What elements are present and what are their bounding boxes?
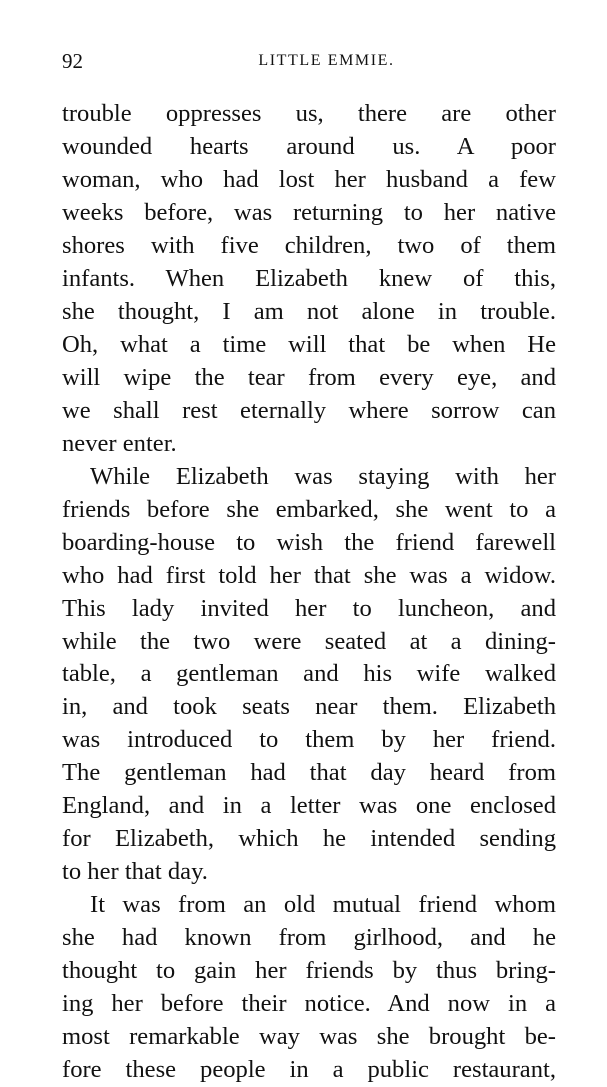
text-line: most remarkable way was she brought be- [62, 1023, 556, 1051]
text-line: who had first told her that she was a widow. [62, 561, 556, 589]
text-line: ing her before their notice. And now in a [62, 990, 556, 1018]
text-line: for Elizabeth, which he intended sending [62, 825, 556, 853]
text-line: she had known from girlhood, and he [62, 924, 556, 952]
text-line: While Elizabeth was staying with her [90, 462, 556, 490]
text-line: in, and took seats near them. Elizabeth [62, 693, 556, 721]
page-number: 92 [62, 49, 83, 73]
text-line: infants. When Elizabeth knew of this, [62, 264, 556, 292]
body-text [62, 98, 556, 1087]
text-line: we shall rest eternally where sorrow can [62, 396, 556, 424]
text-line: This lady invited her to luncheon, and [62, 594, 556, 622]
text-line: she thought, I am not alone in trouble. [62, 297, 556, 325]
text-line: England, and in a letter was one enclosed [62, 792, 556, 820]
text-line: to her that day. [62, 858, 208, 886]
text-line: fore these people in a public restaurant, [62, 1056, 556, 1084]
text-line: will wipe the tear from every eye, and [62, 363, 556, 391]
text-line: weeks before, was returning to her native [62, 198, 556, 226]
text-line: was introduced to them by her friend. [62, 726, 556, 754]
text-line: trouble oppresses us, there are other [62, 100, 556, 127]
text-line: friends before she embarked, she went to a [62, 495, 556, 523]
text-line: wounded hearts around us. A poor [62, 132, 556, 160]
text-line: never enter. [62, 429, 177, 457]
text-line: Oh, what a time will that be when He [62, 330, 556, 358]
text-line: thought to gain her friends by thus bring- [62, 957, 556, 985]
text-line: table, a gentleman and his wife walked [62, 660, 556, 688]
text-line: while the two were seated at a dining- [62, 627, 556, 655]
text-line: shores with five children, two of them [62, 231, 556, 259]
text-line: boarding-house to wish the friend farewell [62, 528, 556, 556]
text-line: It was from an old mutual friend whom [90, 891, 556, 919]
running-title: LITTLE EMMIE. [258, 52, 395, 69]
page-header [62, 49, 555, 73]
text-line: The gentleman had that day heard from [62, 759, 556, 787]
text-line: woman, who had lost her husband a few [62, 165, 556, 193]
